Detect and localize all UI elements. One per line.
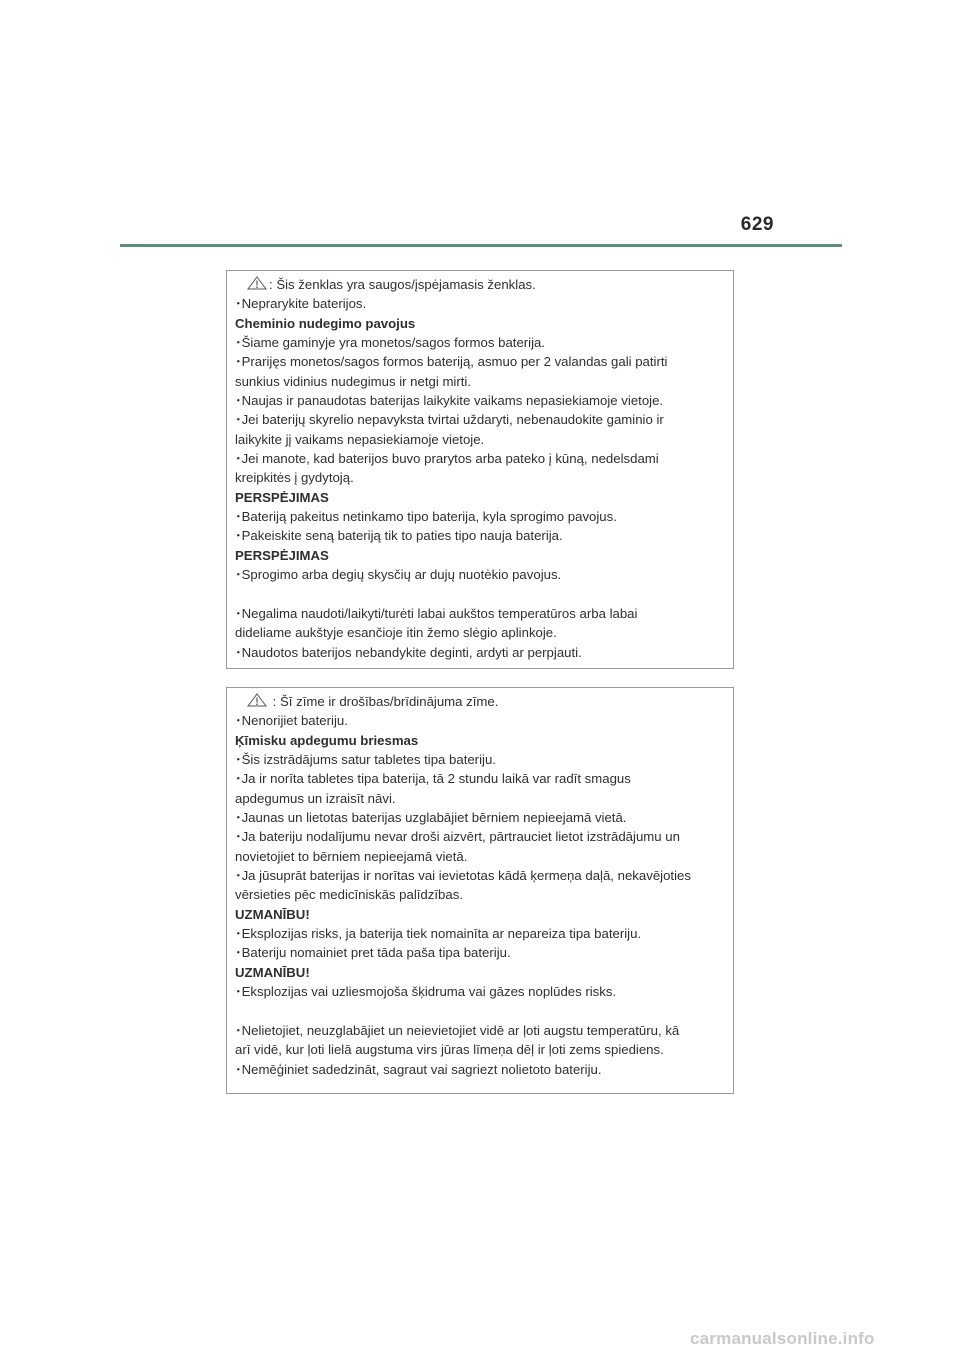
warning-triangle-icon bbox=[247, 276, 267, 290]
text-line: ･Nelietojiet, neuzglabājiet un neievietojiet vidē ar ļoti augstu temperatūru, kā bbox=[235, 1022, 680, 1038]
section-heading: UZMANĪBU! bbox=[235, 906, 310, 922]
text-line: ･Bateriją pakeitus netinkamo tipo baterija, kyla sprogimo pavojus. bbox=[235, 509, 617, 525]
text-line: ･Eksplozijas vai uzliesmojoša šķidruma vai gāzes noplūdes risks. bbox=[235, 984, 617, 1000]
text-line: ･Naujas ir panaudotas baterijas laikykite vaikams nepasiekiamoje vietoje. bbox=[235, 393, 664, 409]
section-heading: PERSPĖJIMAS bbox=[235, 489, 329, 505]
text-line: ･Negalima naudoti/laikyti/turėti labai aukštos temperatūros arba labai bbox=[235, 605, 638, 621]
symbol-definition-text: : Šī zīme ir drošības/brīdinājuma zīme. bbox=[269, 694, 499, 709]
text-line: ･Jei manote, kad baterijos buvo prarytos arba pateko į kūną, nedelsdami bbox=[235, 451, 659, 467]
page-number: 629 bbox=[740, 214, 774, 235]
header-rule bbox=[120, 244, 842, 247]
text-line: arī vidē, kur ļoti lielā augstuma virs jūras līmeņa dēļ ir ļoti zems spiediens. bbox=[235, 1042, 664, 1058]
text-line: ･Neprarykite baterijos. bbox=[235, 296, 367, 312]
text-line: sunkius vidinius nudegimus ir netgi mirti. bbox=[235, 373, 472, 389]
blank-line bbox=[235, 1002, 727, 1021]
text-line: ･Sprogimo arba degių skysčių ar dujų nuotėkio pavojus. bbox=[235, 567, 562, 583]
text-line: ･Bateriju nomainiet pret tāda paša tipa bateriju. bbox=[235, 945, 511, 961]
text-line: ･Ja jūsuprāt baterijas ir norītas vai ievietotas kādā ķermeņa daļā, nekavējoties bbox=[235, 868, 691, 884]
section-heading: Ķīmisku apdegumu briesmas bbox=[235, 732, 419, 748]
section-heading: UZMANĪBU! bbox=[235, 964, 310, 980]
text-line: ･Jaunas un lietotas baterijas uzglabājiet bērniem nepieejamā vietā. bbox=[235, 810, 627, 826]
text-line: ･Šis izstrādājums satur tabletes tipa bateriju. bbox=[235, 752, 496, 768]
text-line: kreipkitės į gydytoją. bbox=[235, 470, 354, 486]
symbol-definition bbox=[235, 275, 727, 294]
text-line: apdegumus un izraisīt nāvi. bbox=[235, 790, 396, 806]
text-line: ･Prarijęs monetos/sagos formos bateriją, asmuo per 2 valandas gali patirti bbox=[235, 354, 668, 370]
watermark: carmanualsonline.info bbox=[690, 1329, 875, 1348]
warning-box-lithuanian bbox=[226, 270, 734, 669]
text-line: ･Jei baterijų skyrelio nepavyksta tvirtai uždaryti, nebenaudokite gaminio ir bbox=[235, 412, 664, 428]
section-heading: Cheminio nudegimo pavojus bbox=[235, 315, 416, 331]
text-line: dideliame aukštyje esančioje itin žemo slėgio aplinkoje. bbox=[235, 625, 557, 641]
text-line: vērsieties pēc medicīniskās palīdzības. bbox=[235, 887, 463, 903]
symbol-definition-text: : Šis ženklas yra saugos/įspėjamasis ženklas. bbox=[269, 277, 536, 292]
text-line: novietojiet to bērniem nepieejamā vietā. bbox=[235, 848, 468, 864]
text-line: ･Eksplozijas risks, ja baterija tiek nomainīta ar nepareiza tipa bateriju. bbox=[235, 926, 642, 942]
warning-box-latvian bbox=[226, 687, 734, 1094]
warning-triangle-icon bbox=[247, 693, 267, 707]
symbol-definition bbox=[235, 692, 727, 711]
text-line: laikykite jį vaikams nepasiekiamoje vietoje. bbox=[235, 431, 485, 447]
blank-line bbox=[235, 585, 727, 604]
text-line: ･Naudotos baterijos nebandykite deginti, ardyti ar perpjauti. bbox=[235, 644, 582, 660]
text-line: ･Šiame gaminyje yra monetos/sagos formos baterija. bbox=[235, 335, 546, 351]
text-line: ･Ja bateriju nodalījumu nevar droši aizvērt, pārtrauciet lietot izstrādājumu un bbox=[235, 829, 680, 845]
text-line: ･Nemēģiniet sadedzināt, sagraut vai sagriezt nolietoto bateriju. bbox=[235, 1061, 602, 1077]
section-heading: PERSPĖJIMAS bbox=[235, 547, 329, 563]
text-line: ･Ja ir norīta tabletes tipa baterija, tā 2 stundu laikā var radīt smagus bbox=[235, 771, 631, 787]
text-line: ･Nenorijiet bateriju. bbox=[235, 713, 348, 729]
text-line: ･Pakeiskite seną bateriją tik to paties tipo nauja baterija. bbox=[235, 528, 563, 544]
